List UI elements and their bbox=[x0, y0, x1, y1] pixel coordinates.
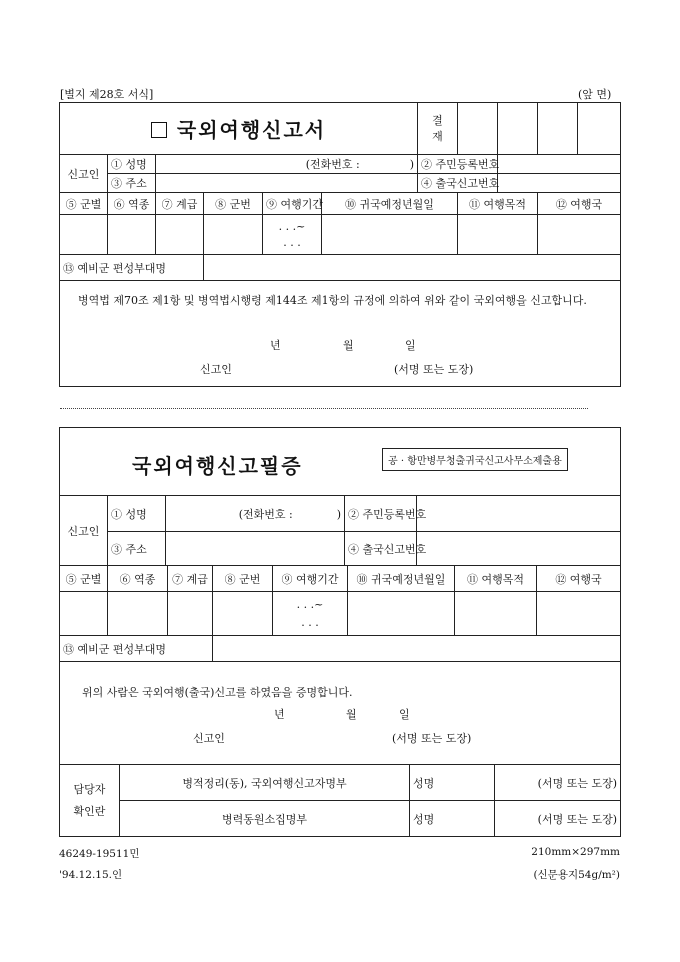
service-type-field[interactable] bbox=[108, 215, 156, 255]
branch-field[interactable] bbox=[60, 215, 108, 255]
officer-row1-sign[interactable]: (서명 또는 도장) bbox=[495, 765, 621, 801]
reserve-unit-field[interactable] bbox=[204, 255, 621, 281]
date-year: 년 bbox=[270, 339, 281, 352]
cert-col-purpose: ⑪ 여행목적 bbox=[455, 566, 537, 592]
cert-address-field[interactable] bbox=[166, 532, 345, 566]
officer-row1-label: 병적정리(동), 국외여행신고자명부 bbox=[120, 765, 410, 801]
cert-date-year: 년 bbox=[274, 708, 285, 721]
cert-departure-no-field[interactable] bbox=[417, 532, 621, 566]
resident-no-label: ② 주민등록번호 bbox=[418, 155, 498, 174]
service-no-field[interactable] bbox=[204, 215, 263, 255]
page-side: (앞 면) bbox=[578, 88, 612, 101]
cert-stamp: 공 · 항만병무청출귀국신고사무소제출용 bbox=[382, 448, 568, 471]
phone-cell[interactable] bbox=[156, 155, 418, 174]
cert-phone-close: ) bbox=[336, 507, 341, 521]
footer-size: 210mm×297mm bbox=[531, 846, 620, 858]
cert-col-country: ⑫ 여행국 bbox=[537, 566, 621, 592]
cert-period-line-1: . . .~ bbox=[296, 597, 324, 611]
footer-paper: (신문용지54g/m²) bbox=[533, 869, 620, 881]
cert-signer-label: 신고인 bbox=[193, 732, 225, 745]
approval-box[interactable] bbox=[538, 103, 578, 155]
period-line-2: . . . bbox=[283, 235, 301, 249]
approval-box[interactable] bbox=[498, 103, 538, 155]
officer-row2-label: 병력동원소집명부 bbox=[120, 801, 410, 837]
cert-purpose-field[interactable] bbox=[455, 592, 537, 636]
cert-service-type-field[interactable] bbox=[108, 592, 168, 636]
address-label: ③ 주소 bbox=[108, 174, 156, 193]
approval-box[interactable] bbox=[578, 103, 621, 155]
cert-col-service-type: ⑥ 역종 bbox=[108, 566, 168, 592]
cert-statement-cell bbox=[60, 662, 621, 765]
col-country: ⑫ 여행국 bbox=[538, 193, 621, 215]
cert-title: 국외여행신고필증 bbox=[132, 454, 303, 478]
name-label: ① 성명 bbox=[108, 155, 156, 174]
col-purpose: ⑪ 여행목적 bbox=[458, 193, 538, 215]
cert-reporter-label: 신고인 bbox=[60, 496, 108, 566]
cert-col-rank: ⑦ 계급 bbox=[168, 566, 213, 592]
footer-date: '94.12.15.인 bbox=[59, 869, 123, 881]
approval-box[interactable] bbox=[458, 103, 498, 155]
officer-row2-sign[interactable]: (서명 또는 도장) bbox=[495, 801, 621, 837]
departure-no-field[interactable] bbox=[498, 174, 621, 193]
cert-country-field[interactable] bbox=[537, 592, 621, 636]
cert-service-no-field[interactable] bbox=[213, 592, 273, 636]
cert-rank-field[interactable] bbox=[168, 592, 213, 636]
cert-travel-period-field[interactable] bbox=[273, 592, 348, 636]
report-title: 국외여행신고서 bbox=[176, 118, 327, 142]
col-service-type: ⑥ 역종 bbox=[108, 193, 156, 215]
cert-sign-label[interactable]: (서명 또는 도장) bbox=[392, 732, 472, 745]
reporter-label: 신고인 bbox=[60, 155, 108, 193]
cert-resident-no-label: ② 주민등록번호 bbox=[345, 496, 417, 532]
col-travel-period: ⑨ 여행기간 bbox=[263, 193, 322, 215]
cut-line bbox=[60, 408, 588, 409]
date-day: 일 bbox=[405, 339, 416, 352]
address-field[interactable] bbox=[156, 174, 418, 193]
purpose-field[interactable] bbox=[458, 215, 538, 255]
cert-col-branch: ⑤ 군별 bbox=[60, 566, 108, 592]
country-field[interactable] bbox=[538, 215, 621, 255]
col-service-no: ⑧ 군번 bbox=[204, 193, 263, 215]
period-line-1: . . .~ bbox=[278, 219, 306, 233]
footer-code: 46249-19511민 bbox=[59, 848, 140, 860]
officer-label: 담당자 확인란 bbox=[60, 765, 120, 837]
cert-name-label: ① 성명 bbox=[108, 496, 166, 532]
cert-branch-field[interactable] bbox=[60, 592, 108, 636]
cert-return-date-field[interactable] bbox=[348, 592, 455, 636]
cert-reserve-unit-label: ⑬ 예비군 편성부대명 bbox=[60, 636, 213, 662]
cert-phone-label: (전화번호 : bbox=[238, 507, 293, 521]
officer-row2-name-label: 성명 bbox=[410, 801, 495, 837]
officer-row1-name-label: 성명 bbox=[410, 765, 495, 801]
cert-col-return-date: ⑩ 귀국예정년월일 bbox=[348, 566, 455, 592]
cert-address-label: ③ 주소 bbox=[108, 532, 166, 566]
certificate-form-lower bbox=[59, 565, 621, 765]
reserve-unit-label: ⑬ 예비군 편성부대명 bbox=[60, 255, 204, 281]
report-form bbox=[59, 102, 621, 387]
checkbox[interactable] bbox=[151, 122, 167, 138]
date-month: 월 bbox=[343, 339, 354, 352]
col-rank: ⑦ 계급 bbox=[156, 193, 204, 215]
approval-label: 결 재 bbox=[418, 103, 458, 155]
col-branch: ⑤ 군별 bbox=[60, 193, 108, 215]
cert-period-line-2: . . . bbox=[301, 615, 319, 629]
report-title-cell bbox=[60, 103, 418, 155]
cert-col-travel-period: ⑨ 여행기간 bbox=[273, 566, 348, 592]
officer-confirm-table bbox=[59, 764, 621, 837]
cert-col-service-no: ⑧ 군번 bbox=[213, 566, 273, 592]
col-return-date: ⑩ 귀국예정년월일 bbox=[322, 193, 458, 215]
report-statement: 병역법 제70조 제1항 및 병역법시행령 제144조 제1항의 규정에 의하여 위와 같이 국외여행을 신고합니다. bbox=[78, 294, 587, 307]
certificate-form bbox=[59, 427, 621, 566]
rank-field[interactable] bbox=[156, 215, 204, 255]
cert-title-cell bbox=[60, 428, 621, 496]
cert-statement: 위의 사람은 국외여행(출국)신고를 하였음을 증명합니다. bbox=[82, 686, 353, 699]
signer-label: 신고인 bbox=[200, 363, 232, 376]
cert-resident-no-field[interactable] bbox=[417, 496, 621, 532]
cert-date-day: 일 bbox=[399, 708, 410, 721]
phone-label: (전화번호 : bbox=[305, 158, 360, 171]
cert-departure-no-label: ④ 출국신고번호 bbox=[345, 532, 417, 566]
travel-period-field[interactable] bbox=[263, 215, 322, 255]
phone-close: ) bbox=[409, 158, 414, 171]
return-date-field[interactable] bbox=[322, 215, 458, 255]
cert-date-month: 월 bbox=[346, 708, 357, 721]
sign-label[interactable]: (서명 또는 도장) bbox=[394, 363, 474, 376]
cert-phone-cell[interactable] bbox=[166, 496, 345, 532]
departure-no-label: ④ 출국신고번호 bbox=[418, 174, 498, 193]
report-statement-cell bbox=[60, 281, 621, 387]
resident-no-field[interactable] bbox=[498, 155, 621, 174]
cert-reserve-unit-field[interactable] bbox=[213, 636, 621, 662]
form-number: [별지 제28호 서식] bbox=[60, 88, 154, 101]
